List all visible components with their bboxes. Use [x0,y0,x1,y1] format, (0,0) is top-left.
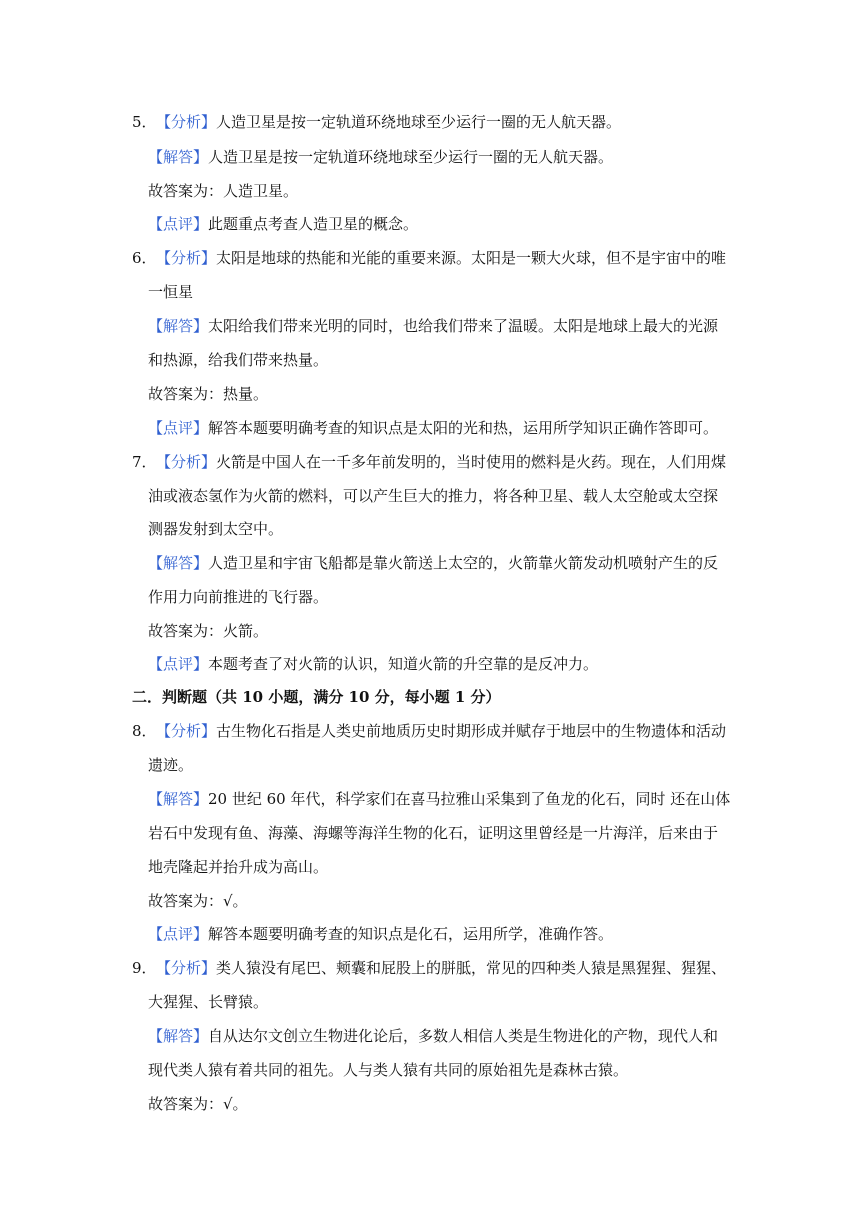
q9-analysis-text-2: 大猩猩、长臂猿。 [148,993,269,1011]
q6-answer-text-2: 和热源，给我们带来热量。 [148,351,329,369]
q6-comment-text: 解答本题要明确考查的知识点是太阳的光和热，运用所学知识正确作答即可。 [208,419,719,437]
q7-analysis-text-3: 测器发射到太空中。 [148,520,284,538]
q8-analysis-text-1: 古生物化石指是人类史前地质历史时期形成并赋存于地层中的生物遗体和活动 [216,722,727,740]
q7-answer-line [148,553,718,573]
q5-comment-text: 此题重点考查人造卫星的概念。 [208,215,419,233]
q7-final-answer: 故答案为：火箭。 [148,622,269,640]
q5-number: 5． [132,113,157,131]
comment-tag: 【点评】 [148,419,209,437]
q5-answer-line [148,147,613,167]
q7-comment-line [148,654,598,674]
q8-comment-text: 解答本题要明确考查的知识点是化石，运用所学，准确作答。 [208,925,614,943]
q8-answer-text-3: 地壳隆起并抬升成为高山。 [148,858,329,876]
q9-final-answer: 故答案为：√。 [148,1095,248,1113]
q5-analysis-text: 人造卫星是按一定轨道环绕地球至少运行一圈的无人航天器。 [216,113,622,131]
q8-number: 8． [132,722,157,740]
q8-answer-text-2: 岩石中发现有鱼、海藻、海螺等海洋生物的化石，证明这里曾经是一片海洋，后来由于 [148,824,719,842]
answer-tag: 【解答】 [148,790,209,808]
q6-analysis-line [132,248,726,268]
analysis-tag: 【分析】 [156,959,217,977]
comment-tag: 【点评】 [148,215,209,233]
q6-analysis-text-1: 太阳是地球的热能和光能的重要来源。太阳是一颗大火球，但不是宇宙中的唯 [216,249,727,267]
q7-comment-text: 本题考查了对火箭的认识，知道火箭的升空靠的是反冲力。 [208,655,599,673]
q8-comment-line [148,924,613,944]
q6-final-answer: 故答案为：热量。 [148,385,269,403]
q6-answer-line [148,316,718,336]
q5-answer-text: 人造卫星是按一定轨道环绕地球至少运行一圈的无人航天器。 [208,148,614,166]
q9-answer-text-1: 自从达尔文创立生物进化论后，多数人相信人类是生物进化的产物，现代人和 [208,1027,719,1045]
q8-final-answer: 故答案为：√。 [148,892,248,910]
analysis-tag: 【分析】 [156,722,217,740]
q7-analysis-text-1: 火箭是中国人在一千多年前发明的，当时使用的燃料是火药。现在，人们用煤 [216,453,727,471]
q6-comment-line [148,418,718,438]
comment-tag: 【点评】 [148,655,209,673]
q8-answer-line [148,789,730,809]
q8-analysis-line [132,721,726,741]
section-heading: 二．判断题（共 10 小题，满分 10 分，每小题 1 分） [132,688,501,706]
q7-number: 7． [132,453,157,471]
analysis-tag: 【分析】 [156,453,217,471]
answer-tag: 【解答】 [148,148,209,166]
analysis-tag: 【分析】 [156,113,217,131]
answer-tag: 【解答】 [148,317,209,335]
q9-analysis-text-1: 类人猿没有尾巴、颊囊和屁股上的胼胝，常见的四种类人猿是黑猩猩、猩猩、 [216,959,727,977]
q7-analysis-text-2: 油或液态氢作为火箭的燃料，可以产生巨大的推力，将各种卫星、载人太空舱或太空探 [148,487,719,505]
q9-answer-text-2: 现代类人猿有着共同的祖先。人与类人猿有共同的原始祖先是森林古猿。 [148,1061,629,1079]
q9-answer-line [148,1026,718,1046]
comment-tag: 【点评】 [148,925,209,943]
q6-analysis-text-2: 一恒星 [148,283,194,301]
q6-answer-text-1: 太阳给我们带来光明的同时，也给我们带来了温暖。太阳是地球上最大的光源 [208,317,719,335]
q8-answer-text-1: 20 世纪 60 年代，科学家们在喜马拉雅山采集到了鱼龙的化石，同时 还在山体 [208,790,731,808]
analysis-tag: 【分析】 [156,249,217,267]
q5-comment-line [148,214,418,234]
q7-analysis-line [132,452,726,472]
q6-number: 6． [132,249,157,267]
q7-answer-text-2: 作用力向前推进的飞行器。 [148,588,329,606]
q5-analysis-line [132,112,621,132]
q5-final-answer: 故答案为：人造卫星。 [148,182,299,200]
answer-tag: 【解答】 [148,1027,209,1045]
q7-answer-text-1: 人造卫星和宇宙飞船都是靠火箭送上太空的，火箭靠火箭发动机喷射产生的反 [208,554,719,572]
q9-analysis-line [132,958,726,978]
q9-number: 9． [132,959,157,977]
answer-tag: 【解答】 [148,554,209,572]
q8-analysis-text-2: 遗迹。 [148,756,194,774]
